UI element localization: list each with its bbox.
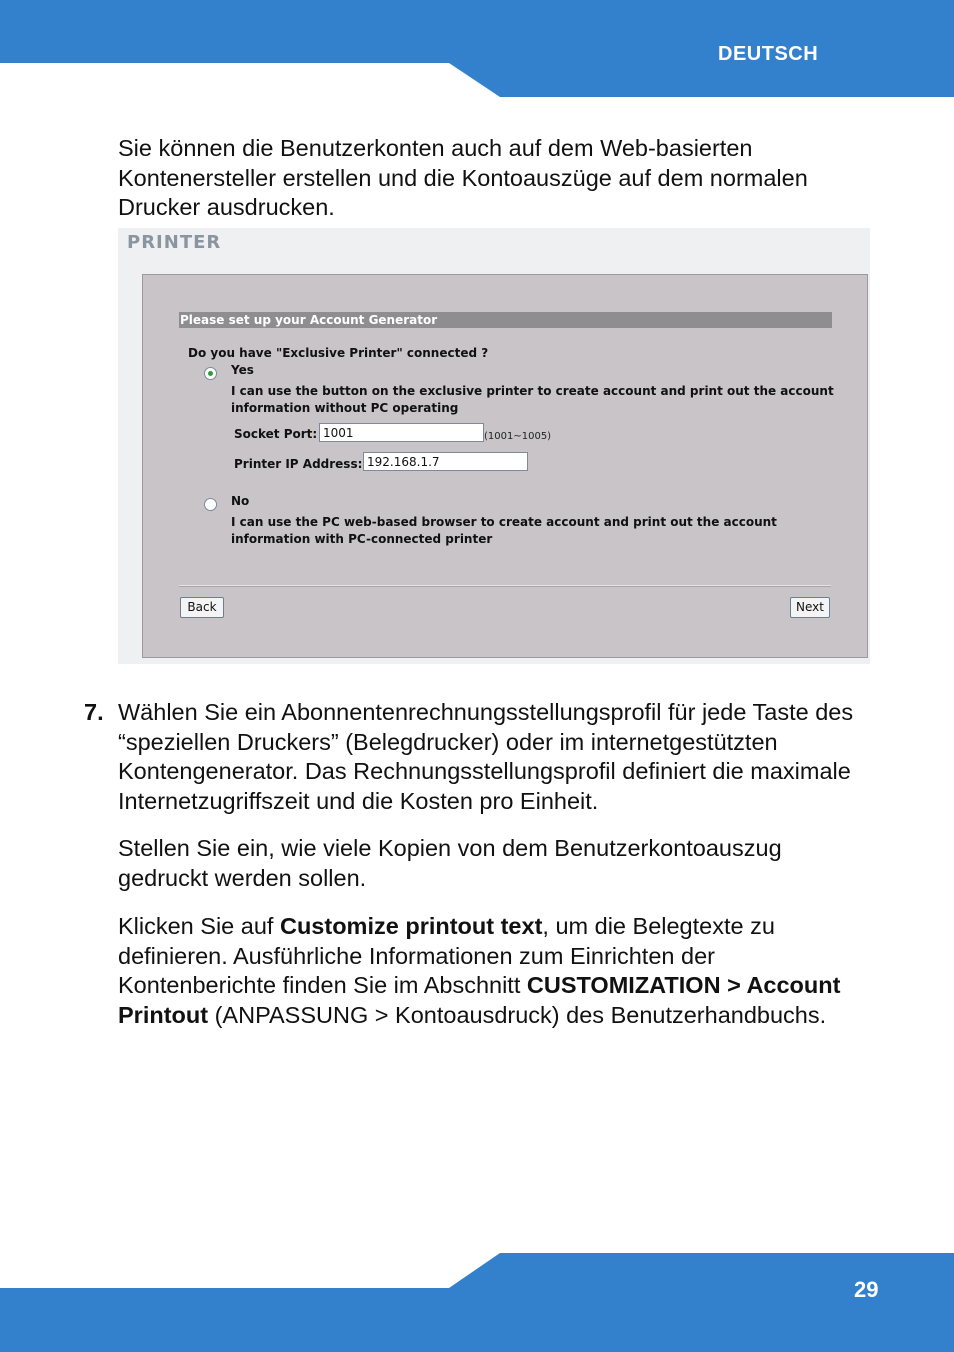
language-label: DEUTSCH [718,43,819,65]
panel-divider [179,585,831,587]
no-radio[interactable] [204,498,217,511]
customize-paragraph [118,912,878,1031]
screenshot-title: PRINTER [127,232,222,253]
copies-paragraph: Stellen Sie ein, wie viele Kopien von dem Benutzerkontoauszug gedruckt werden sollen. [118,835,782,891]
no-label: No [231,494,250,508]
customize-printout-link-text: Customize printout text [279,913,543,939]
next-button[interactable]: Next [790,597,830,618]
yes-radio[interactable] [204,367,217,380]
account-generator-panel [142,274,868,658]
socket-port-input[interactable]: 1001 [319,423,484,442]
socket-port-hint: (1001~1005) [484,431,552,442]
printer-screenshot [118,228,870,664]
customize-text-2: , um die Belegtexte zu definieren. Ausführliche Informationen zum Einrichten der Kontenberichte finden Sie im Abschnitt [118,913,775,999]
customize-text-1: Klicken Sie auf [118,913,280,939]
step-number: 7. [84,699,104,725]
intro-paragraph: Sie können die Benutzerkonten auch auf dem Web-basierten Kontenersteller erstellen und die Kontoauszüge auf dem normalen Drucker ausdrucken. [118,135,808,221]
printer-ip-label: Printer IP Address: [234,457,363,471]
printer-ip-input[interactable]: 192.168.1.7 [363,452,528,471]
socket-port-label: Socket Port: [234,427,318,441]
panel-header: Please set up your Account Generator [179,312,832,328]
radio-selected-dot [208,371,213,376]
yes-label: Yes [231,363,254,377]
footer-band [0,1253,954,1352]
page-number: 29 [854,1277,879,1302]
printer-question: Do you have "Exclusive Printer" connected ? [188,346,489,360]
customize-text-3: (ANPASSUNG > Kontoausdruck) des Benutzerhandbuchs. [208,1002,827,1029]
back-button[interactable]: Back [180,597,224,618]
step-text: Wählen Sie ein Abonnentenrechnungsstellungsprofil für jede Taste des “speziellen Druckers” (Belegdrucker) oder im internetgestützten Kontengenerator. Das Rechnungsstellungsprofil definiert die maximale Internetzugriffszeit und die Kosten pro Einheit. [118,699,854,815]
no-description-line1: I can use the PC web-based browser to create account and print out the account [231,515,777,529]
no-description-line2: information with PC-connected printer [231,532,493,546]
customization-section-name: CUSTOMIZATION > Account Printout [118,972,841,1029]
yes-description-line2: information without PC operating [231,401,459,415]
yes-description-line1: I can use the button on the exclusive printer to create account and print out the account [231,384,834,398]
